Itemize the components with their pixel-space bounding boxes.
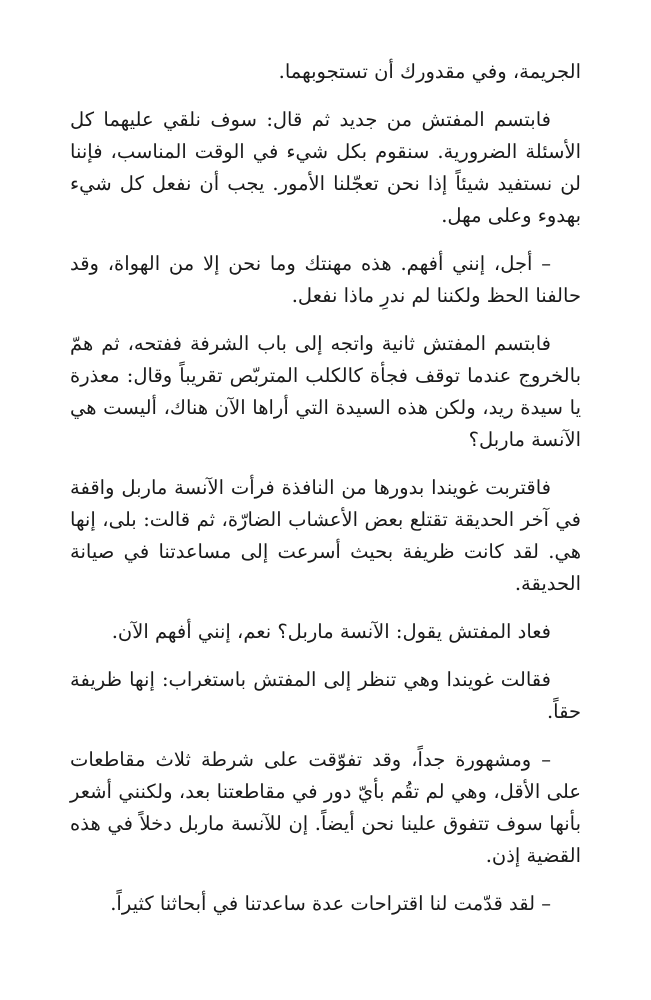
paragraph-1: الجريمة، وفي مقدورك أن تستجوبهما. xyxy=(278,60,581,83)
paragraph-4: فابتسم المفتش ثانية واتجه إلى باب الشرفة ففتحه، ثم همّ بالخروج عندما توقف فجأة كالكلب المتربّص تقريباً وقال: معذرة يا سيدة ريد، ولكن هذه السيدة التي أراها الآن هناك، أليست هي الآنسة ماربل؟ xyxy=(70,332,581,451)
paragraph-3: – أجل، إنني أفهم. هذه مهنتك وما نحن إلا من الهواة، وقد حالفنا الحظ ولكننا لم ندرِ ماذا نفعل. xyxy=(70,252,581,307)
paragraph-5: فاقتربت غويندا بدورها من النافذة فرأت الآنسة ماربل واقفة في آخر الحديقة تقتلع بعض الأعشاب الضارّة، ثم قالت: بلى، إنها هي. لقد كانت ظريفة بحيث أسرعت إلى مساعدتنا في صيانة الحديقة. xyxy=(70,476,581,595)
paragraph-7: فقالت غويندا وهي تنظر إلى المفتش باستغراب: إنها ظريفة حقاً. xyxy=(70,668,581,723)
paragraph-9: – لقد قدّمت لنا اقتراحات عدة ساعدتنا في أبحاثنا كثيراً. xyxy=(110,892,551,915)
paragraph-2: فابتسم المفتش من جديد ثم قال: سوف نلقي عليهما كل الأسئلة الضرورية. سنقوم بكل شيء في الوقت المناسب، فإننا لن نستفيد شيئاً إذا نحن تعجّلنا الأمور. يجب أن نفعل كل شيء بهدوء وعلى مهل. xyxy=(70,108,581,227)
paragraph-6: فعاد المفتش يقول: الآنسة ماربل؟ نعم، إنني أفهم الآن. xyxy=(111,620,551,643)
paragraph-8: – ومشهورة جداً، وقد تفوّقت على شرطة ثلاث مقاطعات على الأقل، وهي لم تقُم بأيّ دور في مقاطعتنا بعد، ولكنني أشعر بأنها سوف تتفوق علينا نحن أيضاً. إن للآنسة ماربل دخلاً في هذه القضية إذن. xyxy=(70,748,581,867)
